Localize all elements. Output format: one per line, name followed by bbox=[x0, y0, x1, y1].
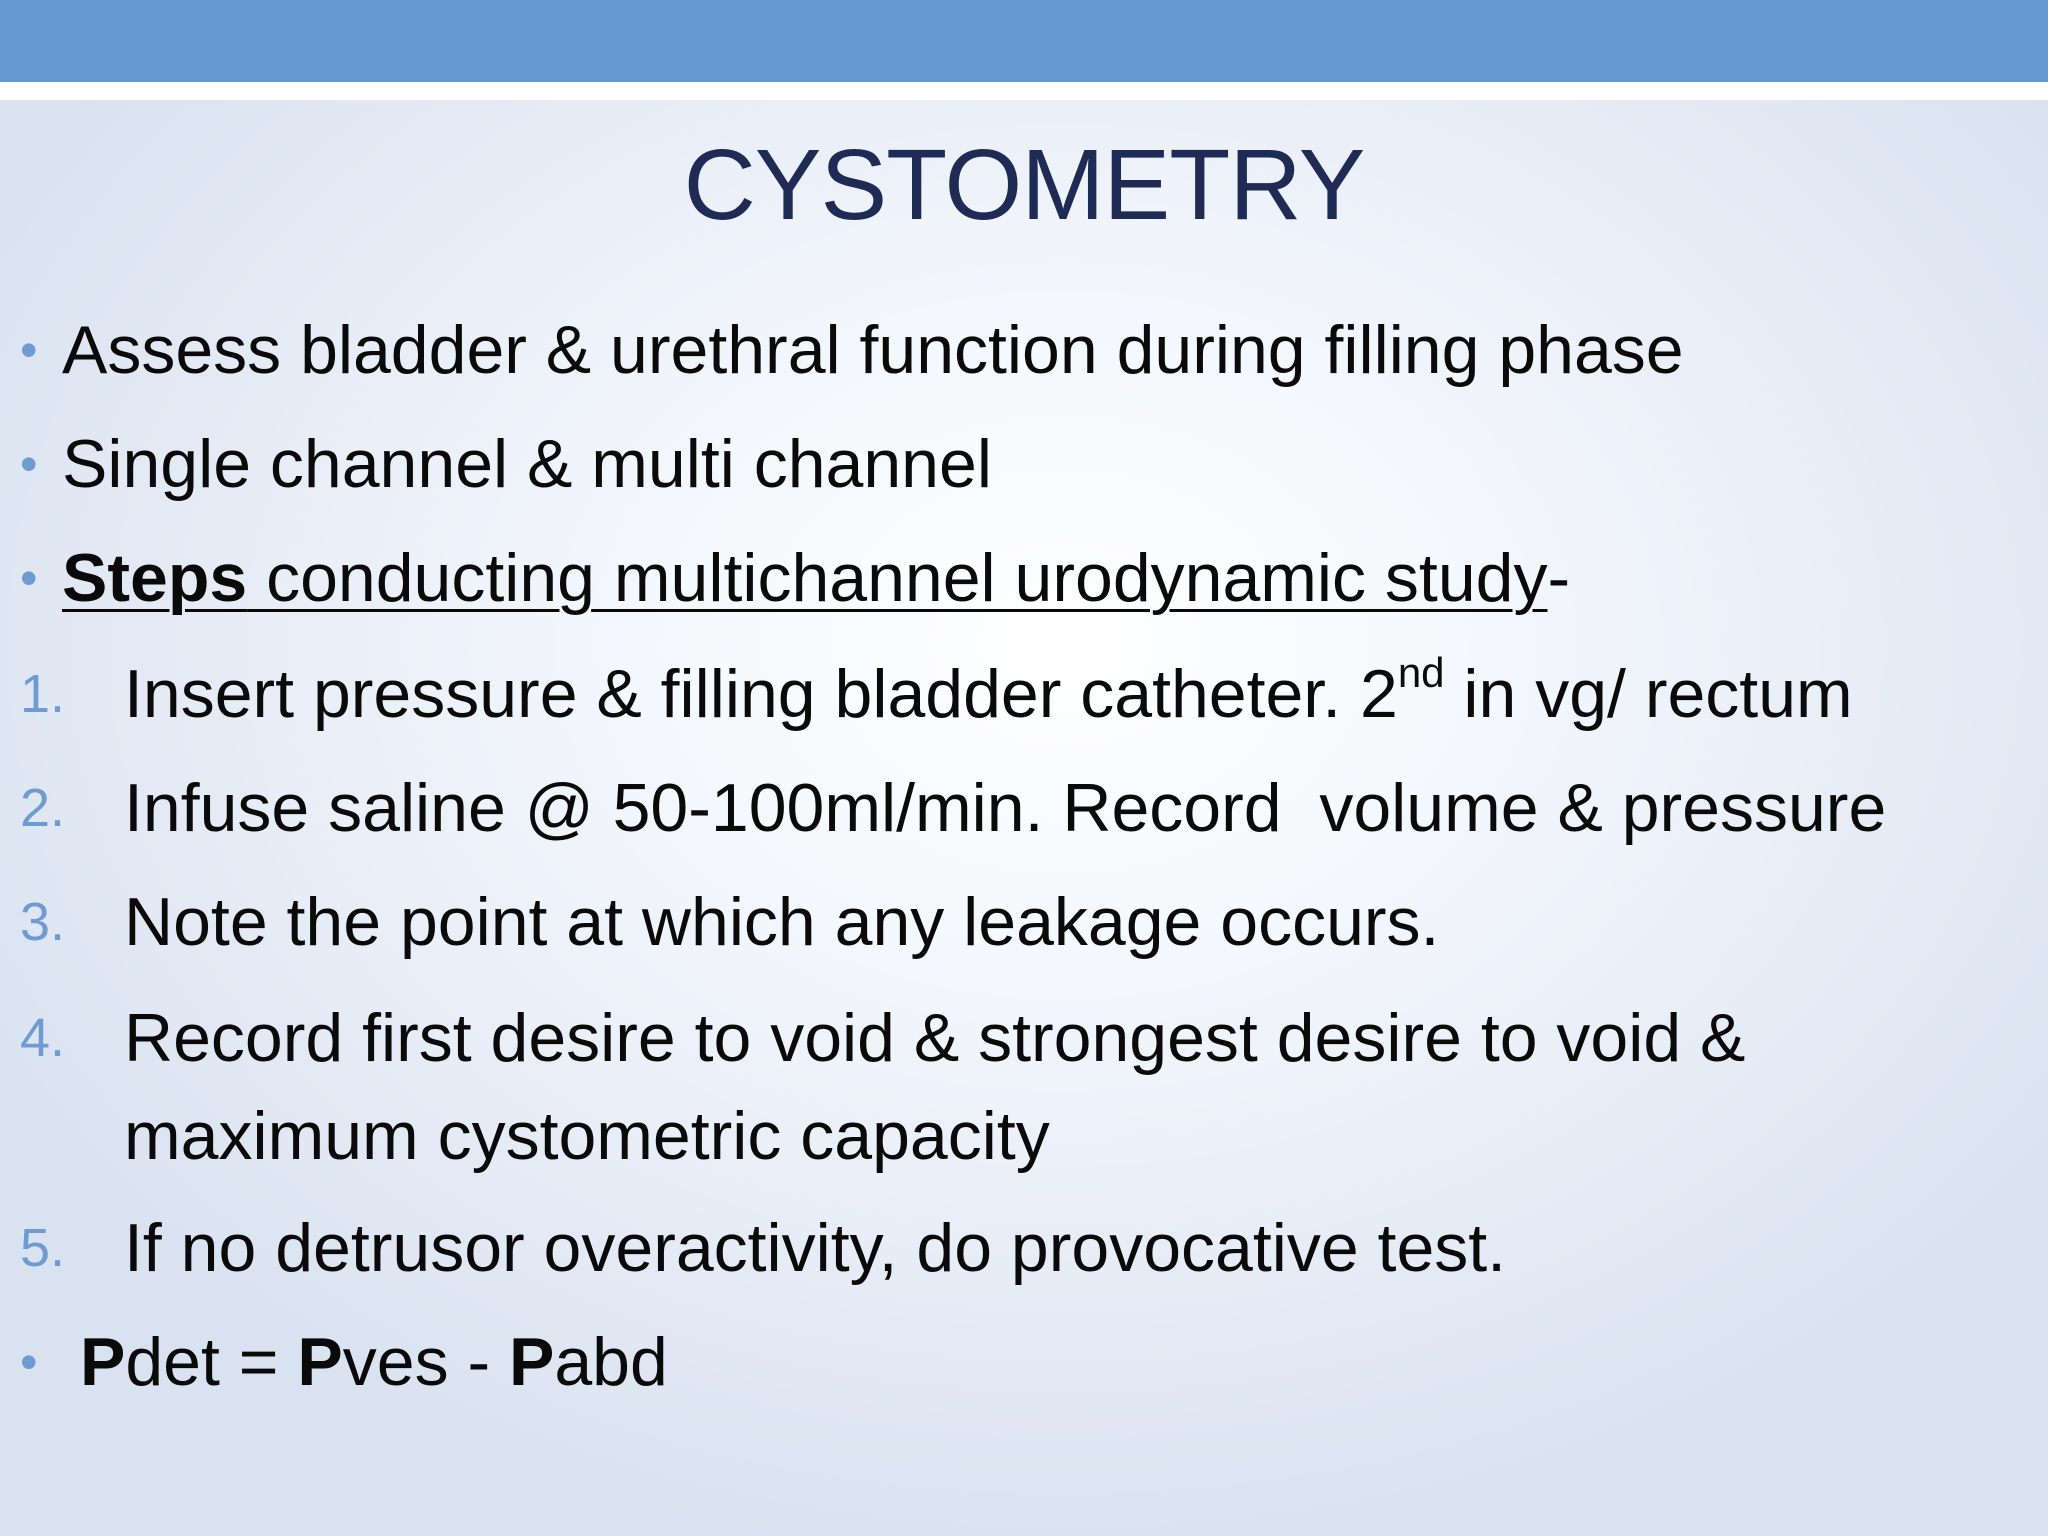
formula-p: P bbox=[80, 1324, 126, 1400]
slide-title: CYSTOMETRY bbox=[683, 129, 1365, 241]
formula-term: ves - bbox=[342, 1324, 509, 1400]
step-text-line-2: maximum cystometric capacity bbox=[124, 1098, 1050, 1174]
formula-p: P bbox=[297, 1324, 343, 1400]
steps-heading bbox=[62, 530, 1570, 626]
bullet-text: Single channel & multi channel bbox=[62, 426, 992, 502]
step-number: 4. bbox=[20, 1008, 66, 1068]
bullet-dot-icon: • bbox=[20, 436, 38, 492]
bullet-dot-icon: • bbox=[20, 322, 38, 378]
step-number: 2. bbox=[20, 778, 66, 838]
formula-term: abd bbox=[554, 1324, 668, 1400]
steps-heading-bold: Steps bbox=[62, 540, 248, 616]
pdet-formula bbox=[80, 1314, 668, 1410]
step-text: Note the point at which any leakage occurs. bbox=[124, 884, 1440, 960]
step-number: 1. bbox=[20, 664, 66, 724]
bullet-dot-icon: • bbox=[20, 550, 38, 606]
step-text: Infuse saline @ 50-100ml/min. Record volume & pressure bbox=[124, 770, 1887, 846]
steps-heading-suffix: - bbox=[1547, 540, 1571, 616]
formula-p: P bbox=[509, 1324, 555, 1400]
steps-heading-text: conducting multichannel urodynamic study bbox=[247, 540, 1548, 616]
step-text-superscript: nd bbox=[1397, 649, 1445, 697]
step-text bbox=[124, 646, 1853, 742]
step-number: 5. bbox=[20, 1218, 66, 1278]
step-text-line-1: Record first desire to void & strongest desire to void & bbox=[124, 1000, 1746, 1076]
formula-term: det = bbox=[125, 1324, 298, 1400]
bullet-text: Assess bladder & urethral function during filling phase bbox=[62, 312, 1684, 388]
step-text-after: in vg/ rectum bbox=[1444, 656, 1853, 732]
step-number: 3. bbox=[20, 892, 66, 952]
bullet-dot-icon: • bbox=[20, 1334, 38, 1390]
step-text: If no detrusor overactivity, do provocative test. bbox=[124, 1210, 1507, 1286]
step-text-main: Insert pressure & filling bladder catheter. 2 bbox=[124, 656, 1398, 732]
